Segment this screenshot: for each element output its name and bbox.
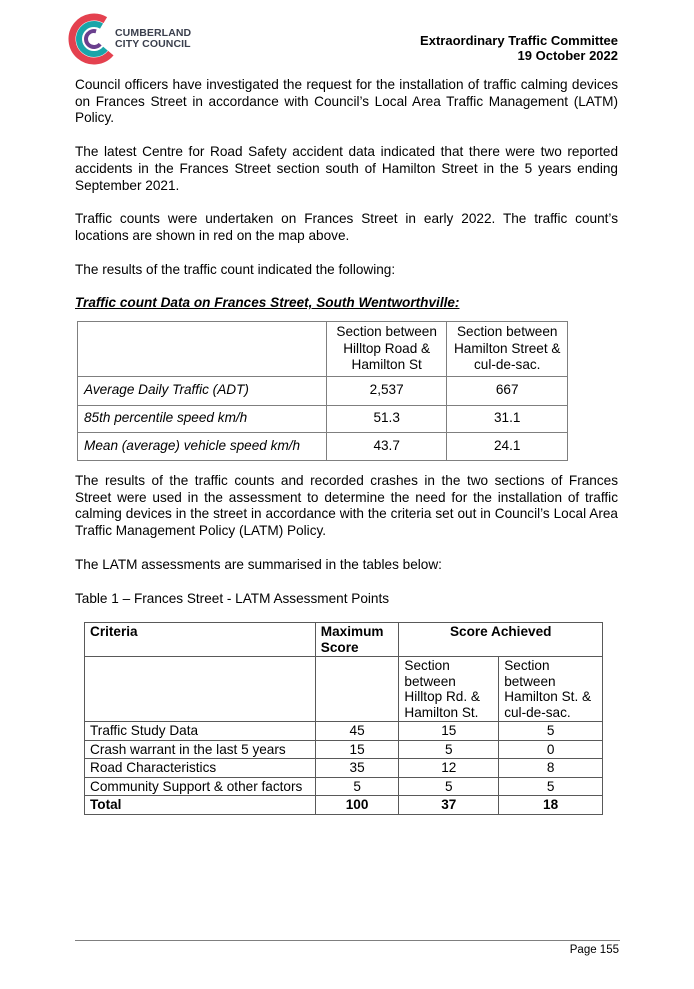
table-row bbox=[78, 376, 568, 405]
row-value: 43.7 bbox=[326, 432, 447, 460]
row-value: 24.1 bbox=[447, 432, 568, 460]
logo-line-2: CITY COUNCIL bbox=[115, 38, 191, 50]
row-label: Traffic Study Data bbox=[85, 722, 316, 741]
row-value: 5 bbox=[399, 740, 499, 759]
table-row bbox=[85, 759, 603, 778]
paragraph-4: The results of the traffic count indicated the following: bbox=[75, 261, 396, 277]
table-row bbox=[85, 777, 603, 796]
total-label: Total bbox=[85, 796, 316, 815]
paragraph-1: Council officers have investigated the request for the installation of traffic calming devices on Frances Street in accordance with Council’s Local Area Traffic Management (LATM) Policy. bbox=[75, 77, 618, 126]
total-value: 100 bbox=[315, 796, 399, 815]
row-value: 5 bbox=[399, 777, 499, 796]
row-value: 8 bbox=[499, 759, 603, 778]
body-content-2 bbox=[75, 473, 618, 607]
table-header-row bbox=[78, 322, 568, 377]
row-label: Community Support & other factors bbox=[85, 777, 316, 796]
row-value: 5 bbox=[499, 777, 603, 796]
footer-divider bbox=[75, 940, 620, 941]
row-value: 5 bbox=[499, 722, 603, 741]
row-value: 667 bbox=[447, 376, 568, 405]
row-label: Road Characteristics bbox=[85, 759, 316, 778]
table-caption: Table 1 – Frances Street - LATM Assessment Points bbox=[75, 590, 390, 606]
blank-cell bbox=[85, 657, 316, 722]
header-section-1: Section between Hilltop Rd. & Hamilton St. bbox=[399, 657, 499, 722]
committee-title: Extraordinary Traffic Committee bbox=[420, 33, 618, 48]
table-row bbox=[78, 432, 568, 460]
row-label: Average Daily Traffic (ADT) bbox=[78, 376, 327, 405]
row-value: 15 bbox=[399, 722, 499, 741]
row-value: 35 bbox=[315, 759, 399, 778]
paragraph-2: The latest Centre for Road Safety accident data indicated that there were two reported accidents in the Frances Street section south of Hamilton Street in the 5 years ending September 2021. bbox=[75, 144, 618, 193]
row-label: Mean (average) vehicle speed km/h bbox=[78, 432, 327, 460]
header-section-2: Section between Hamilton St. & cul-de-sac. bbox=[499, 657, 603, 722]
row-label: 85th percentile speed km/h bbox=[78, 405, 327, 432]
row-value: 51.3 bbox=[326, 405, 447, 432]
row-value: 31.1 bbox=[447, 405, 568, 432]
latm-assessment-table bbox=[84, 622, 603, 815]
total-value: 37 bbox=[399, 796, 499, 815]
header-criteria: Criteria bbox=[85, 623, 316, 657]
table-header-row bbox=[85, 623, 603, 657]
header-score-achieved: Score Achieved bbox=[399, 623, 603, 657]
paragraph-3: Traffic counts were undertaken on Frances Street in early 2022. The traffic count’s locations are shown in red on the map above. bbox=[75, 211, 618, 243]
table-row bbox=[78, 405, 568, 432]
total-row bbox=[85, 796, 603, 815]
table-subheader-row bbox=[85, 657, 603, 722]
total-value: 18 bbox=[499, 796, 603, 815]
table-row bbox=[85, 740, 603, 759]
paragraph-6: The LATM assessments are summarised in the tables below: bbox=[75, 556, 442, 572]
header-section-2: Section between Hamilton Street & cul-de-sac. bbox=[447, 322, 568, 377]
body-content bbox=[75, 77, 618, 312]
meeting-date: 19 October 2022 bbox=[517, 48, 618, 63]
blank-cell bbox=[315, 657, 399, 722]
row-label: Crash warrant in the last 5 years bbox=[85, 740, 316, 759]
row-value: 5 bbox=[315, 777, 399, 796]
header-maximum-score: Maximum Score bbox=[315, 623, 399, 657]
row-value: 45 bbox=[315, 722, 399, 741]
document-header bbox=[420, 33, 618, 63]
logo-text bbox=[115, 28, 191, 50]
traffic-count-subheading: Traffic count Data on Frances Street, South Wentworthville: bbox=[75, 295, 460, 311]
row-value: 2,537 bbox=[326, 376, 447, 405]
traffic-count-table bbox=[77, 321, 568, 461]
row-value: 15 bbox=[315, 740, 399, 759]
header-empty-cell bbox=[78, 322, 327, 377]
row-value: 12 bbox=[399, 759, 499, 778]
row-value: 0 bbox=[499, 740, 603, 759]
table-row bbox=[85, 722, 603, 741]
header-section-1: Section between Hilltop Road & Hamilton St bbox=[326, 322, 447, 377]
paragraph-5: The results of the traffic counts and recorded crashes in the two sections of Frances Street were used in the assessment to determine the need for the installation of traffic calming devices in the street in accordance with the criteria set out in Council’s Local Area Traffic Management Policy (LATM) Policy. bbox=[75, 473, 618, 539]
logo-line-1: CUMBERLAND bbox=[115, 27, 192, 39]
page-number: Page 155 bbox=[569, 944, 619, 956]
